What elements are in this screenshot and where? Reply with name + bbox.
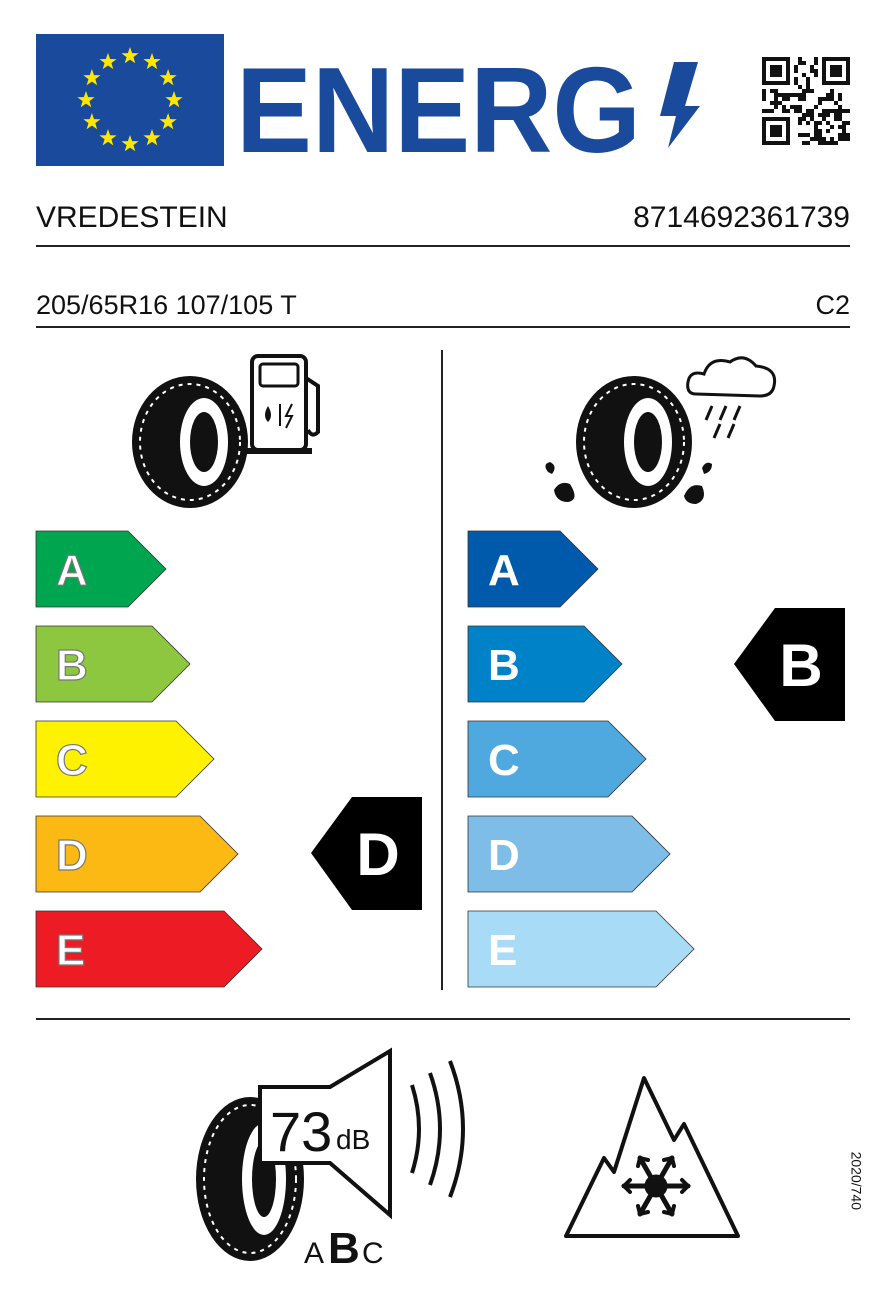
- wet-class-a: [468, 531, 598, 607]
- divider: [36, 1018, 850, 1020]
- fuel-pump-icon: [246, 356, 318, 454]
- wet-class-c: [468, 721, 646, 797]
- noise-class-a: A: [304, 1237, 325, 1270]
- wet-class-letter: E: [488, 926, 518, 975]
- fuel-class-d: [36, 816, 238, 892]
- wet-class-letter: A: [488, 546, 520, 595]
- noise-value: 73: [270, 1100, 333, 1163]
- tyre-class: C2: [815, 290, 850, 320]
- fuel-class-letter: E: [56, 926, 86, 975]
- eu-star-icon: [143, 129, 160, 145]
- ean-code: 8714692361739: [633, 201, 850, 234]
- qr-code: [762, 57, 850, 145]
- eu-star-icon: [83, 113, 100, 129]
- wet-class-letter: D: [488, 831, 520, 880]
- regulation-number: 2020/740: [848, 1151, 864, 1210]
- tyre-size: 205/65R16 107/105 T: [36, 290, 297, 320]
- eu-star-icon: [83, 69, 100, 85]
- eu-star-icon: [77, 91, 94, 107]
- wet-class-letter: C: [488, 736, 520, 785]
- vertical-divider: [441, 350, 443, 990]
- wet-class-e: [468, 911, 694, 987]
- divider: [36, 245, 850, 247]
- fuel-class-letter: B: [56, 641, 88, 690]
- energy-word: ENERG: [236, 42, 641, 174]
- eu-star-icon: [143, 53, 160, 69]
- noise-unit: dB: [336, 1124, 371, 1155]
- eu-star-icon: [160, 113, 177, 129]
- fuel-rating-letter: D: [356, 821, 400, 888]
- eu-star-icon: [165, 91, 182, 107]
- lightning-icon: [660, 62, 700, 148]
- eu-star-icon: [160, 69, 177, 85]
- noise-class-c: C: [362, 1237, 384, 1270]
- wet-class-d: [468, 816, 670, 892]
- eu-star-icon: [99, 53, 116, 69]
- wet-rating-marker: [734, 608, 845, 721]
- fuel-rating-marker: [311, 797, 422, 910]
- fuel-class-letter: D: [56, 831, 88, 880]
- fuel-class-letter: C: [56, 736, 88, 785]
- wet-rating-letter: B: [779, 632, 823, 699]
- snowflake-mountain-icon: [562, 1072, 742, 1242]
- eu-star-icon: [121, 47, 138, 63]
- fuel-class-a: [36, 531, 166, 607]
- tyre-fuel-icon: [128, 350, 328, 515]
- noise-class-b: B: [328, 1224, 360, 1273]
- eu-flag-icon: [36, 34, 224, 166]
- divider: [36, 326, 850, 328]
- fuel-class-b: [36, 626, 190, 702]
- eu-star-icon: [99, 129, 116, 145]
- fuel-class-e: [36, 911, 262, 987]
- noise-section: [190, 1045, 500, 1275]
- wet-grip-scale: [462, 525, 857, 995]
- rain-cloud-icon: [688, 358, 775, 438]
- energy-logo: [228, 24, 708, 174]
- wet-class-b: [468, 626, 622, 702]
- fuel-class-letter: A: [56, 546, 88, 595]
- fuel-class-c: [36, 721, 214, 797]
- tyre-wet-icon: [540, 350, 790, 520]
- wet-class-letter: B: [488, 641, 520, 690]
- sound-waves-icon: [412, 1061, 463, 1197]
- fuel-efficiency-scale: [30, 525, 440, 995]
- brand-name: VREDESTEIN: [36, 201, 228, 234]
- eu-star-icon: [121, 135, 138, 151]
